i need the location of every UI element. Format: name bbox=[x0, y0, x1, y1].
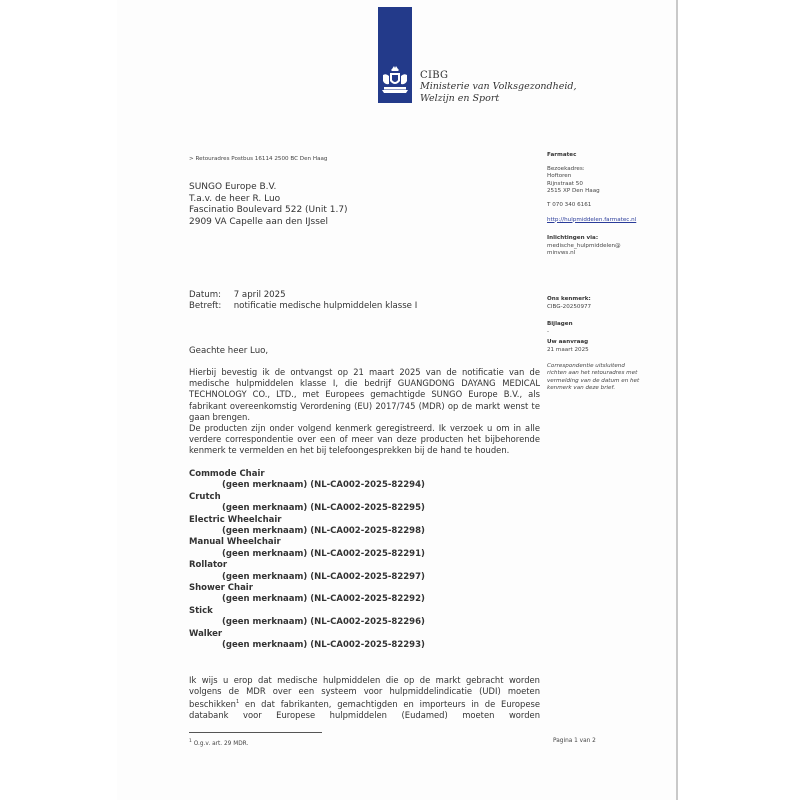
product-code: (geen merknaam) (NL-CA002-2025-82291) bbox=[222, 548, 425, 559]
subject-label: Betreft: bbox=[189, 301, 222, 311]
footnote bbox=[189, 739, 248, 747]
date-label: Datum: bbox=[189, 290, 221, 300]
product-item bbox=[189, 469, 425, 492]
product-code: (geen merknaam) (NL-CA002-2025-82296) bbox=[222, 617, 425, 628]
phone-number: T 070 340 6161 bbox=[547, 201, 592, 208]
recipient-address bbox=[189, 182, 348, 228]
ministry-line-1: Ministerie van Volksgezondheid, bbox=[420, 81, 577, 92]
visit-address-label: Bezoekadres: bbox=[547, 165, 585, 172]
recipient-company: SUNGO Europe B.V. bbox=[189, 182, 277, 192]
attachments-value: - bbox=[547, 328, 550, 335]
body-paragraph-2: De producten zijn onder volgend kenmerk geregistreerd. Ik verzoek u om in alle verdere correspondentie over een of meer van deze producten het bijbehorende kenmerk te vermelden en het bij telefoongesprekken bij de hand te houden. bbox=[189, 423, 540, 456]
info-email-line-2: minvws.nl bbox=[547, 250, 576, 257]
royal-coat-of-arms-icon bbox=[381, 65, 409, 97]
product-name: Manual Wheelchair bbox=[189, 537, 281, 548]
product-name: Walker bbox=[189, 628, 223, 639]
ministry-name-block bbox=[420, 70, 577, 105]
attachments-label: Bijlagen bbox=[547, 321, 573, 328]
greeting: Geachte heer Luo, bbox=[189, 346, 269, 356]
org-short-name: CIBG bbox=[420, 70, 449, 81]
reference-label: Ons kenmerk: bbox=[547, 296, 591, 302]
product-code: (geen merknaam) (NL-CA002-2025-82292) bbox=[222, 594, 425, 605]
recipient-attention: T.a.v. de heer R. Luo bbox=[189, 193, 281, 204]
product-item bbox=[189, 515, 425, 538]
product-list bbox=[189, 469, 425, 652]
product-name: Rollator bbox=[189, 560, 228, 571]
return-address: > Retouradres Postbus 16114 2500 BC Den Haag bbox=[189, 156, 328, 162]
info-label: Inlichtingen via: bbox=[547, 235, 599, 242]
footnote-reference: 1 bbox=[235, 699, 240, 706]
product-item bbox=[189, 560, 425, 583]
product-name: Electric Wheelchair bbox=[189, 514, 282, 525]
body-paragraph-3 bbox=[189, 675, 540, 722]
ministry-logo-bar bbox=[378, 7, 412, 103]
reference-value: CIBG-20250977 bbox=[547, 303, 592, 310]
request-label: Uw aanvraag bbox=[547, 339, 589, 346]
product-name: Commode Chair bbox=[189, 469, 265, 479]
recipient-city: 2909 VA Capelle aan den IJssel bbox=[189, 216, 328, 227]
letter-meta bbox=[189, 290, 417, 312]
ministry-line-2: Welzijn en Sport bbox=[420, 93, 500, 104]
footnote-number: 1 bbox=[189, 739, 192, 744]
body-paragraph-3-start: Ik wijs u erop dat medische hulpmiddelen die op de markt gebracht worden volgens de MDR over een systeem voor hulpmiddelindicatie (UDI) moeten beschikken bbox=[189, 675, 540, 710]
body-paragraph-3-end: en dat fabrikanten, gemachtigden en importeurs in de Europese databank voor Europese hulpmiddelen (Eudamed) moeten worden bbox=[189, 699, 540, 721]
subject-row bbox=[189, 301, 417, 312]
correspondence-note: Correspondentie uitsluitend richten aan het retouradres met vermelding van de datum en het kenmerk van deze brief. bbox=[547, 362, 640, 392]
visit-address-city: 2515 XP Den Haag bbox=[547, 188, 600, 195]
recipient-street: Fascinatio Boulevard 522 (Unit 1.7) bbox=[189, 205, 348, 215]
product-name: Crutch bbox=[189, 491, 221, 502]
page-edge bbox=[676, 0, 678, 800]
department-name: Farmatec bbox=[547, 152, 577, 158]
product-item bbox=[189, 492, 425, 515]
sidebar-contact bbox=[547, 152, 677, 258]
subject-value: notificatie medische hulpmiddelen klasse I bbox=[233, 301, 418, 311]
product-item bbox=[189, 583, 425, 606]
footnote-text: O.g.v. art. 29 MDR. bbox=[193, 740, 249, 747]
product-name: Shower Chair bbox=[189, 583, 253, 594]
sidebar-reference bbox=[547, 296, 677, 393]
info-email-line-1: medische_hulpmiddelen@ bbox=[547, 242, 621, 249]
product-item bbox=[189, 537, 425, 560]
body-paragraph-1: Hierbij bevestig ik de ontvangst op 21 maart 2025 van de notificatie van de medische hulpmiddelen klasse I, die bedrijf GUANGDONG DAYANG MEDICAL TECHNOLOGY CO., LTD., met Europees gemachtigde SUNGO Europe B.V., als fabrikant overeenkomstig Verordening (EU) 2017/745 (MDR) op de markt wenst te gaan brengen. bbox=[189, 367, 540, 422]
product-item bbox=[189, 629, 425, 652]
request-value: 21 maart 2025 bbox=[547, 346, 589, 353]
body-text bbox=[189, 367, 540, 457]
date-value: 7 april 2025 bbox=[233, 290, 286, 300]
visit-address-street: Rijnstraat 50 bbox=[547, 180, 583, 187]
product-name: Stick bbox=[189, 605, 213, 616]
product-code: (geen merknaam) (NL-CA002-2025-82295) bbox=[222, 503, 425, 514]
product-item bbox=[189, 606, 425, 629]
page-indicator: Pagina 1 van 2 bbox=[553, 738, 596, 744]
visit-address-building: Hoftoren bbox=[547, 173, 572, 180]
product-code: (geen merknaam) (NL-CA002-2025-82298) bbox=[222, 526, 425, 537]
product-code: (geen merknaam) (NL-CA002-2025-82294) bbox=[222, 480, 425, 491]
date-row bbox=[189, 290, 417, 301]
product-code: (geen merknaam) (NL-CA002-2025-82293) bbox=[222, 640, 425, 651]
product-code: (geen merknaam) (NL-CA002-2025-82297) bbox=[222, 571, 425, 582]
footnote-divider bbox=[189, 732, 322, 733]
website-link[interactable]: http://hulpmiddelen.farmatec.nl bbox=[547, 216, 637, 223]
